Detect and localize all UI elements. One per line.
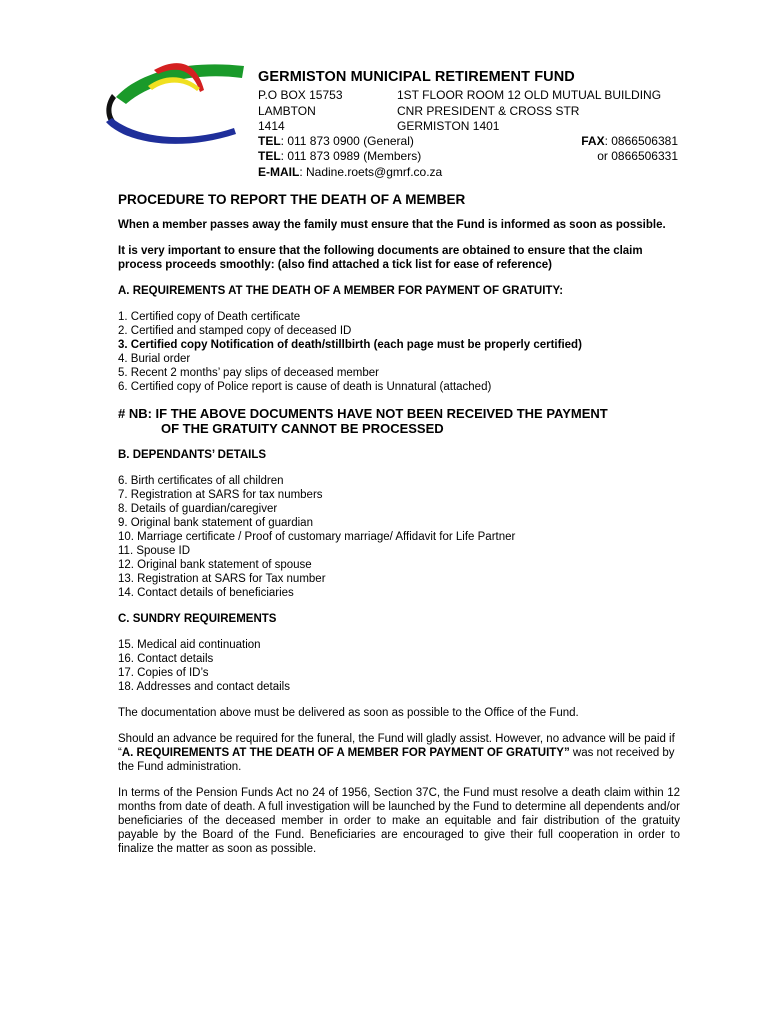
list-item: 10. Marriage certificate / Proof of customary marriage/ Affidavit for Life Partner bbox=[118, 531, 516, 543]
address-line-2: CNR PRESIDENT & CROSS STR bbox=[397, 103, 580, 118]
closing-p2-b: A. REQUIREMENTS AT THE DEATH OF A MEMBER FOR PAYMENT OF GRATUITY” bbox=[121, 747, 570, 759]
tel-general-value: : 011 873 0900 (General) bbox=[280, 134, 414, 149]
postal-code: 1414 bbox=[258, 118, 285, 133]
list-item: 2. Certified and stamped copy of deceased ID bbox=[118, 325, 352, 337]
address-line-3: GERMISTON 1401 bbox=[397, 118, 500, 133]
nb-line-1: # NB: IF THE ABOVE DOCUMENTS HAVE NOT BEEN RECEIVED THE PAYMENT bbox=[118, 406, 608, 421]
list-item: 15. Medical aid continuation bbox=[118, 639, 261, 651]
nb-line-2: OF THE GRATUITY CANNOT BE PROCESSED bbox=[161, 421, 444, 436]
fax-2: or 0866506331 bbox=[597, 149, 678, 164]
po-box: P.O BOX 15753 bbox=[258, 88, 343, 103]
list-item: 8. Details of guardian/caregiver bbox=[118, 503, 278, 515]
address-line-1: 1ST FLOOR ROOM 12 OLD MUTUAL BUILDING bbox=[397, 88, 662, 103]
intro-paragraph-2: It is very important to ensure that the following documents are obtained to ensure that the claim process proceeds smoothly: (also find attached a tick list for ease of reference) bbox=[118, 245, 643, 271]
fax-1-value: : 0866506381 bbox=[604, 134, 678, 149]
list-item: 6. Birth certificates of all children bbox=[118, 475, 284, 487]
list-item: 9. Original bank statement of guardian bbox=[118, 517, 313, 529]
fax-1 bbox=[581, 134, 678, 149]
list-item: 17. Copies of ID’s bbox=[118, 667, 209, 679]
email bbox=[258, 165, 678, 180]
section-b-list bbox=[118, 474, 680, 600]
lambton: LAMBTON bbox=[258, 103, 316, 118]
letterhead-row-2 bbox=[258, 104, 678, 119]
letterhead-row-1 bbox=[258, 88, 678, 103]
email-label: E-MAIL bbox=[258, 164, 300, 179]
list-item: 1. Certified copy of Death certificate bbox=[118, 311, 301, 323]
section-c-list bbox=[118, 638, 680, 694]
list-item: 12. Original bank statement of spouse bbox=[118, 559, 312, 571]
logo-green-swoosh bbox=[116, 64, 244, 104]
letterhead-row-5 bbox=[258, 149, 678, 164]
list-item: 4. Burial order bbox=[118, 353, 191, 365]
document-body bbox=[118, 193, 680, 868]
list-item: 13. Registration at SARS for Tax number bbox=[118, 573, 326, 585]
email-value[interactable]: : Nadine.roets@gmrf.co.za bbox=[299, 164, 443, 179]
list-item: 11. Spouse ID bbox=[118, 545, 191, 557]
closing-paragraph-2 bbox=[118, 732, 680, 774]
closing-p2-a: Should an advance be required for the funeral, the Fund will gladly assist. However, no advance will be paid if “ bbox=[118, 733, 675, 759]
list-item: 14. Contact details of beneficiaries bbox=[118, 587, 294, 599]
tel-members-value: : 011 873 0989 (Members) bbox=[280, 149, 422, 164]
section-c-heading: C. SUNDRY REQUIREMENTS bbox=[118, 613, 277, 625]
list-item: 16. Contact details bbox=[118, 653, 214, 665]
closing-p2-c: was not received by the Fund administration. bbox=[118, 747, 675, 773]
procedure-title: PROCEDURE TO REPORT THE DEATH OF A MEMBER bbox=[118, 192, 466, 207]
nb-warning bbox=[118, 406, 680, 436]
list-item: 3. Certified copy Notification of death/stillbirth (each page must be properly certified) bbox=[118, 339, 582, 351]
tel-label-2: TEL bbox=[258, 149, 281, 164]
list-item: 6. Certified copy of Police report is cause of death is Unnatural (attached) bbox=[118, 381, 492, 393]
list-item: 18. Addresses and contact details bbox=[118, 681, 290, 693]
tel-members bbox=[258, 149, 597, 164]
section-b-heading: B. DEPENDANTS’ DETAILS bbox=[118, 449, 267, 461]
closing-paragraph-3: In terms of the Pension Funds Act no 24 of 1956, Section 37C, the Fund must resolve a death claim within 12 months from date of death. A full investigation will be launched by the Fund to determine all dependents and/or beneficiaries of the deceased member in order to make an equitable and fair distribution of the gratuity payable by the Board of the Fund. Beneficiaries are encouraged to give their full cooperation in order to finalize the matter as soon as possible. bbox=[118, 787, 680, 855]
intro-paragraph-1: When a member passes away the family must ensure that the Fund is informed as soon as possible. bbox=[118, 219, 666, 231]
letterhead-row-6 bbox=[258, 165, 678, 180]
section-a-heading: A. REQUIREMENTS AT THE DEATH OF A MEMBER FOR PAYMENT OF GRATUITY: bbox=[118, 285, 564, 297]
letterhead bbox=[258, 70, 678, 180]
section-a-list bbox=[118, 310, 680, 394]
tel-label: TEL bbox=[258, 134, 281, 149]
list-item: 5. Recent 2 months’ pay slips of deceased member bbox=[118, 367, 380, 379]
closing-paragraph-1: The documentation above must be delivered as soon as possible to the Office of the Fund. bbox=[118, 707, 579, 719]
logo-blue-swoosh bbox=[106, 118, 236, 144]
letterhead-row-3 bbox=[258, 119, 678, 134]
tel-general bbox=[258, 134, 581, 149]
fund-logo bbox=[96, 52, 246, 152]
letterhead-row-4 bbox=[258, 134, 678, 149]
fax-label: FAX bbox=[581, 134, 605, 149]
fund-name: GERMISTON MUNICIPAL RETIREMENT FUND bbox=[258, 69, 575, 85]
list-item: 7. Registration at SARS for tax numbers bbox=[118, 489, 323, 501]
